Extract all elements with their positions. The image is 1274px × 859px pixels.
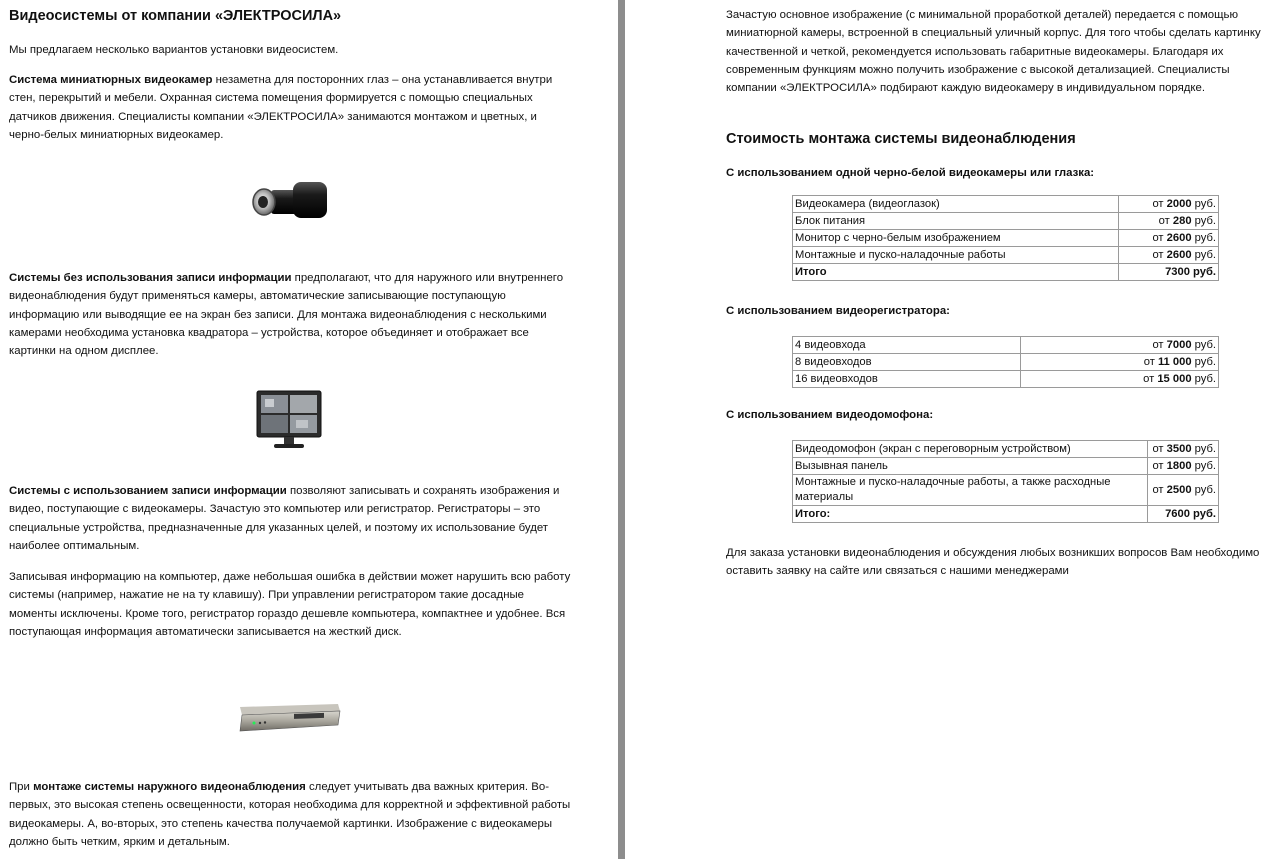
price-item-value: от 11 000 руб. [1021,354,1219,371]
price-item-value: от 280 руб. [1119,213,1219,230]
right-page [625,0,1274,859]
price-row [793,458,1219,475]
bw-camera-price-table [792,195,1219,281]
price-row [793,354,1219,371]
price-item-value: от 7000 руб. [1021,337,1219,354]
price-row [793,475,1219,506]
price-total-label: Итого: [793,506,1148,523]
outdoor-installation-paragraph: При монтаже системы наружного видеонаблюдения следует учитывать два важных критерия. Во-первых, это высокая степень освещенности, которая необходима для корректной и эффективной работы видеокамеры. А, во-вторых, это степень качества получаемой картинки. Изображение с видеокамеры должно быть четким, ярким и детальным. [9,781,571,848]
page-title: Видеосистемы от компании «ЭЛЕКТРОСИЛА» [9,8,342,24]
price-item-value: от 2600 руб. [1119,230,1219,247]
video-recorder-image [234,703,342,733]
price-item-label: Блок питания [793,213,1119,230]
intercom-price-table [792,440,1219,523]
with-recording-heading: Системы с использованием записи информации [9,485,287,497]
price-item-value: от 15 000 руб. [1021,371,1219,388]
price-total-value: 7300 руб. [1119,264,1219,281]
outdoor-camera-paragraph: Зачастую основное изображение (с минимальной проработкой деталей) передается с помощью миниатюрной камеры, встроенной в специальный уличный корпус. Для того чтобы сделать картинку качественной и четкой, рекомендуется использовать габаритные видеокамеры. Благодаря их современным функциям можно получить изображение с высокой детализацией. Специалисты компании «ЭЛЕКТРОСИЛА» подбирают каждую видеокамеру в индивидуальном порядке. [726,9,1261,95]
recorder-subheading: С использованием видеорегистратора: [726,305,950,317]
page-divider [618,0,625,859]
no-recording-paragraph: Системы без использования записи информации предполагают, что для наружного или внутреннего видеонаблюдения будут применяться камеры, автоматические записывающие поступающую информацию или выводящие ее на экран без записи. Для монтажа видеонаблюдения с несколькими камерами необходима установка квадратора – устройства, которое объединяет и отображает все картинки на одном дисплее. [9,272,564,358]
left-page [0,0,618,859]
computer-recording-paragraph: Записывая информацию на компьютер, даже небольшая ошибка в действии может нарушить всю работу системы (например, нажатие не на ту клавишу). При управлении регистратором такие досадные моменты исключены. Кроме того, регистратор гораздо дешевле компьютера, компактнее и удобнее. Вся поступающая информация автоматически записывается на жесткий диск. [9,571,571,638]
pricing-title: Стоимость монтажа системы видеонаблюдения [726,131,1076,147]
bw-camera-subheading: С использованием одной черно-белой видеокамеры или глазка: [726,167,1095,179]
price-total-label: Итого [793,264,1119,281]
price-item-label: Вызывная панель [793,458,1148,475]
price-total-row [793,506,1219,523]
miniature-cameras-paragraph: Система миниатюрных видеокамер незаметна для посторонних глаз – она устанавливается внутри стен, перекрытий и мебели. Охранная система помещения формируется с помощью специальных датчиков движения. Специалисты компании «ЭЛЕКТРОСИЛА» занимаются монтажом и цветных, и черно-белых миниатюрных видеокамер. [9,74,553,141]
price-row [793,337,1219,354]
price-item-label: 4 видеовхода [793,337,1021,354]
intro-paragraph: Мы предлагаем несколько вариантов установки видеосистем. [9,44,339,56]
price-row [793,196,1219,213]
quad-monitor-image [256,390,322,450]
price-item-label: 8 видеовходов [793,354,1021,371]
price-item-label: Монтажные и пуско-наладочные работы, а также расходные материалы [793,475,1148,506]
price-item-value: от 3500 руб. [1148,441,1219,458]
price-item-label: Монитор с черно-белым изображением [793,230,1119,247]
miniature-cameras-heading: Система миниатюрных видеокамер [9,74,213,86]
price-item-value: от 2000 руб. [1119,196,1219,213]
intercom-subheading: С использованием видеодомофона: [726,409,934,421]
price-item-label: Видеокамера (видеоглазок) [793,196,1119,213]
price-total-row [793,264,1219,281]
price-row [793,441,1219,458]
no-recording-heading: Системы без использования записи информации [9,272,292,284]
order-paragraph: Для заказа установки видеонаблюдения и обсуждения любых возникших вопросов Вам необходимо оставить заявку на сайте или связаться с нашими менеджерами [726,547,1260,578]
recorder-price-table [792,336,1219,388]
price-row [793,247,1219,264]
price-item-label: Видеодомофон (экран с переговорным устройством) [793,441,1148,458]
price-row [793,213,1219,230]
outdoor-installation-heading: монтаже системы наружного видеонаблюдения [33,781,306,793]
price-item-value: от 2600 руб. [1119,247,1219,264]
price-item-label: Монтажные и пуско-наладочные работы [793,247,1119,264]
price-item-value: от 1800 руб. [1148,458,1219,475]
price-item-value: от 2500 руб. [1148,475,1219,506]
price-row [793,371,1219,388]
price-total-value: 7600 руб. [1148,506,1219,523]
door-peephole-camera-image [249,176,331,226]
price-row [793,230,1219,247]
price-item-label: 16 видеовходов [793,371,1021,388]
with-recording-paragraph: Системы с использованием записи информации позволяют записывать и сохранять изображения и видео, поступающие с видеокамеры. Зачастую это компьютер или регистратор. Регистраторы – это специальные устройства, предназначенные для указанных целей, и поэтому их использование будет наиболее оптимальным. [9,485,560,552]
